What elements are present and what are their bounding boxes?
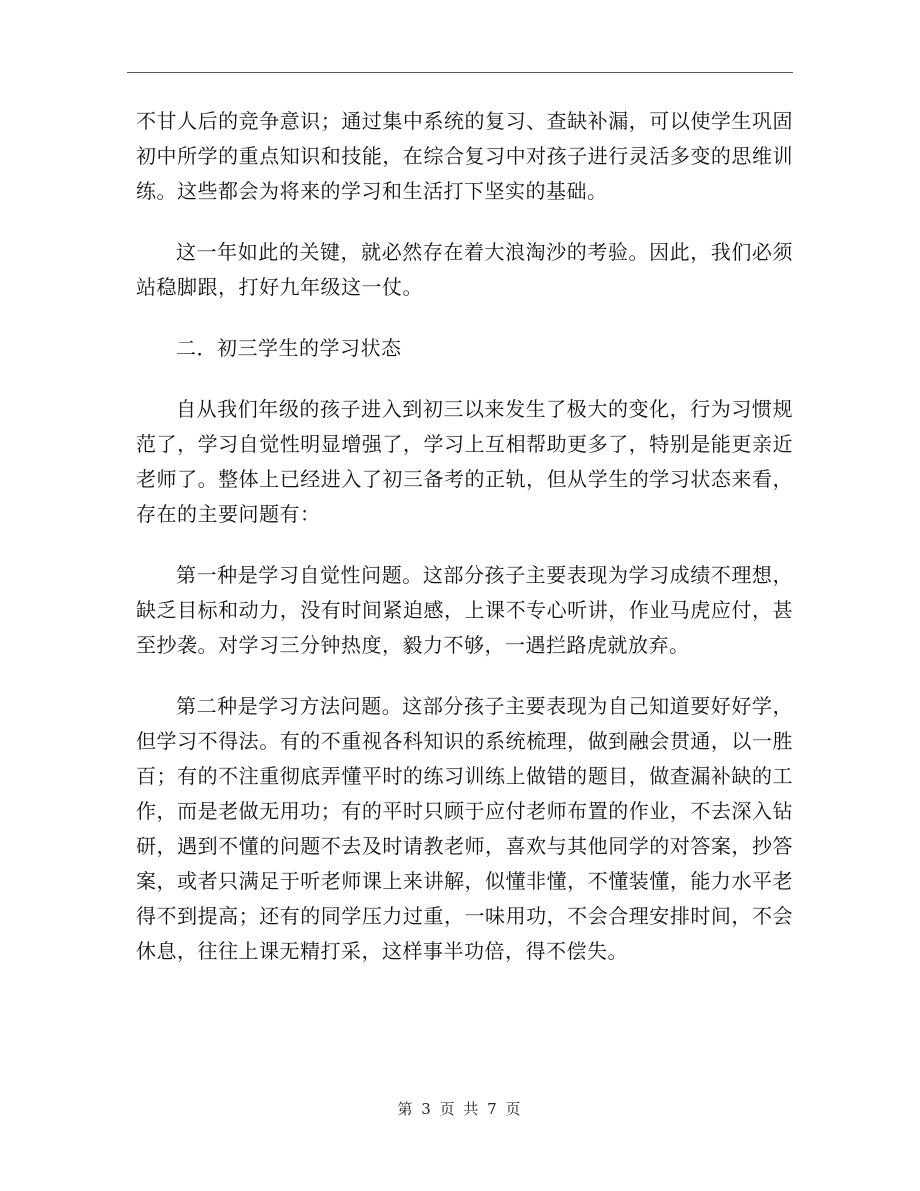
section-heading: 二．初三学生的学习状态 (176, 336, 402, 360)
page-number-footer: 第 3 页 共 7 页 (397, 1100, 523, 1118)
document-body (136, 104, 793, 969)
paragraph-key-year: 这一年如此的关键，就必然存在着大浪淘沙的考验。因此，我们必须站稳脚跟，打好九年级这一仗。 (136, 240, 793, 299)
paragraph-learning-state: 自从我们年级的孩子进入到初三以来发生了极大的变化，行为习惯规范了，学习自觉性明显增强了，学习上互相帮助更多了，特别是能更亲近老师了。整体上已经进入了初三备考的正轨，但从学生的学习状态来看，存在的主要问题有： (136, 397, 793, 526)
paragraph-self-discipline-issue: 第一种是学习自觉性问题。这部分孩子主要表现为学习成绩不理想，缺乏目标和动力，没有时间紧迫感，上课不专心听讲，作业马虎应付，甚至抄袭。对学习三分钟热度，毅力不够，一遇拦路虎就放弃。 (136, 563, 793, 657)
paragraph-study-method-issue: 第二种是学习方法问题。这部分孩子主要表现为自己知道要好好学，但学习不得法。有的不重视各科知识的系统梳理，做到融会贯通，以一胜百；有的不注重彻底弄懂平时的练习训练上做错的题目，做查漏补缺的工作，而是老做无用功；有的平时只顾于应付老师布置的作业，不去深入钻研，遇到不懂的问题不去及时请教老师，喜欢与其他同学的对答案，抄答案，或者只满足于听老师课上来讲解，似懂非懂，不懂装懂，能力水平老得不到提高；还有的同学压力过重，一味用功，不会合理安排时间，不会休息，往往上课无精打采，这样事半功倍，得不偿失。 (136, 694, 793, 963)
header-rule (127, 72, 793, 73)
paragraph-continuation: 不甘人后的竞争意识；通过集中系统的复习、查缺补漏，可以使学生巩固初中所学的重点知识和技能，在综合复习中对孩子进行灵活多变的思维训练。这些都会为将来的学习和生活打下坚实的基础。 (136, 109, 793, 203)
